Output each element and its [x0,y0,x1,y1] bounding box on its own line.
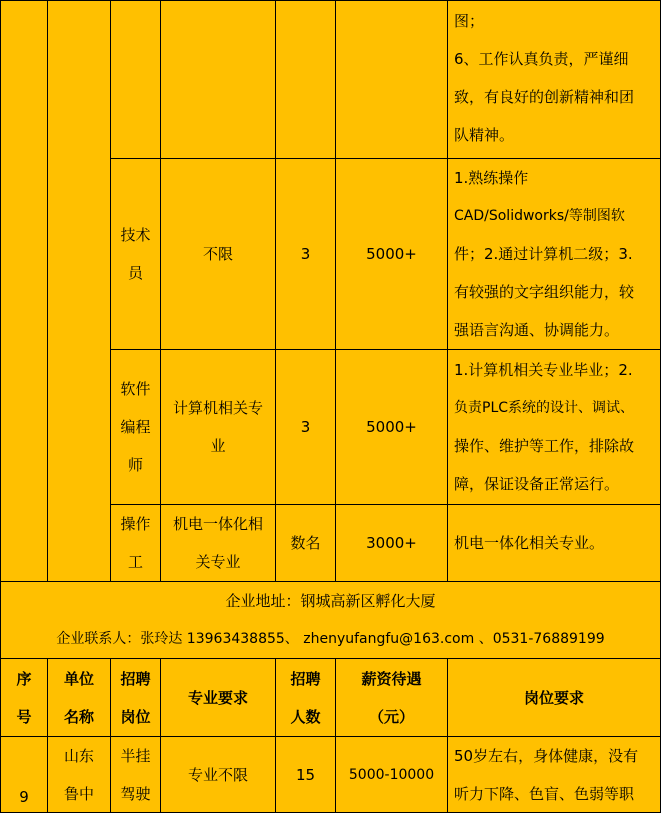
requirement-line: 强语言沟通、协调能力。 [454,321,620,339]
requirement-line: 50岁左右，身体健康，没有 [454,746,639,765]
entry-salary: 5000-10000 [336,737,448,813]
requirement-line: 队精神。 [454,126,515,144]
requirement-line: 1.熟练操作 [454,169,529,187]
header-salary-line: 薪资待遇 [361,669,422,688]
position-title-line: 编程 [120,418,151,436]
requirement-cell [448,350,661,505]
major-line: 机电一体化相 [172,515,263,533]
entry-count: 15 [276,737,336,813]
blank-unit-cell [48,0,111,582]
company-info-cell [0,582,661,659]
header-seq [0,659,48,737]
previous-requirement-cell [448,0,661,159]
requirement-line: 致，有良好的创新精神和团 [454,88,635,106]
requirement-line: 件；2.通过计算机二级；3. [454,245,633,263]
requirement-line: 有较强的文字组织能力，较 [454,283,635,301]
requirement-line: 听力下降、色盲、色弱等职 [454,784,635,803]
salary-cell: 3000+ [336,505,448,582]
header-seq-line: 号 [16,707,32,726]
major-line: 计算机相关专 [172,399,263,417]
position-title-line: 工 [127,553,143,571]
company-contact: 企业联系人：张玲达 13963438855、 zhenyufangfu@163.com 、0531-76889199 [56,631,605,647]
entry-post [111,737,161,813]
blank-major-cell [161,0,276,159]
position-title-line: 员 [127,264,143,282]
major-cell [161,350,276,505]
position-title-cell [111,159,161,350]
header-unit-line: 名称 [63,707,94,726]
entry-seq [0,737,48,813]
requirement-line: 图； [454,12,485,30]
salary-cell: 5000+ [336,159,448,350]
header-unit-line: 单位 [63,669,94,688]
entry-unit-line: 鲁中 [63,784,94,803]
requirement-line: 1.计算机相关专业毕业；2. [454,361,633,379]
salary-cell: 5000+ [336,350,448,505]
count-cell: 3 [276,350,336,505]
position-title-line: 技术 [120,226,151,244]
header-unit [48,659,111,737]
position-title-line: 操作 [120,515,151,533]
requirement-line: 障，保证设备正常运行。 [454,475,620,493]
requirement-line: CAD/Solidworks/等制图软 [454,208,625,224]
count-cell: 3 [276,159,336,350]
entry-unit [48,737,111,813]
entry-seq-value: 9 [19,788,29,806]
count-cell: 数名 [276,505,336,582]
major-cell: 不限 [161,159,276,350]
requirement-line: 负责PLC系统的设计、调试、 [454,400,635,416]
header-count-line: 招聘 [290,669,321,688]
entry-major: 专业不限 [161,737,276,813]
position-title-cell [111,350,161,505]
header-major: 专业要求 [161,659,276,737]
header-salary-line: （元） [368,707,414,726]
major-cell [161,505,276,582]
position-title-line: 软件 [120,380,151,398]
requirement-cell [448,159,661,350]
header-post-line: 招聘 [120,669,151,688]
major-line: 业 [210,437,226,455]
top-border [0,0,661,1]
requirement-line: 操作、维护等工作，排除故 [454,437,635,455]
position-title-line: 师 [127,456,143,474]
header-count [276,659,336,737]
header-seq-line: 序 [16,669,32,688]
blank-count-cell [276,0,336,159]
entry-post-line: 半挂 [120,746,151,765]
header-count-line: 人数 [290,707,321,726]
header-post-line: 岗位 [120,707,151,726]
entry-requirement [448,737,661,813]
entry-unit-line: 山东 [63,746,94,765]
entry-post-line: 驾驶 [120,784,151,803]
company-address: 企业地址：钢城高新区孵化大厦 [225,592,436,610]
header-salary [336,659,448,737]
requirement-line: 6、工作认真负责，严谨细 [454,50,629,68]
major-line: 关专业 [195,553,241,571]
requirement-cell: 机电一体化相关专业。 [448,505,661,582]
blank-post-cell [111,0,161,159]
position-title-cell [111,505,161,582]
blank-gutter-cell [0,0,48,582]
header-requirement: 岗位要求 [448,659,661,737]
blank-salary-cell [336,0,448,159]
header-post [111,659,161,737]
